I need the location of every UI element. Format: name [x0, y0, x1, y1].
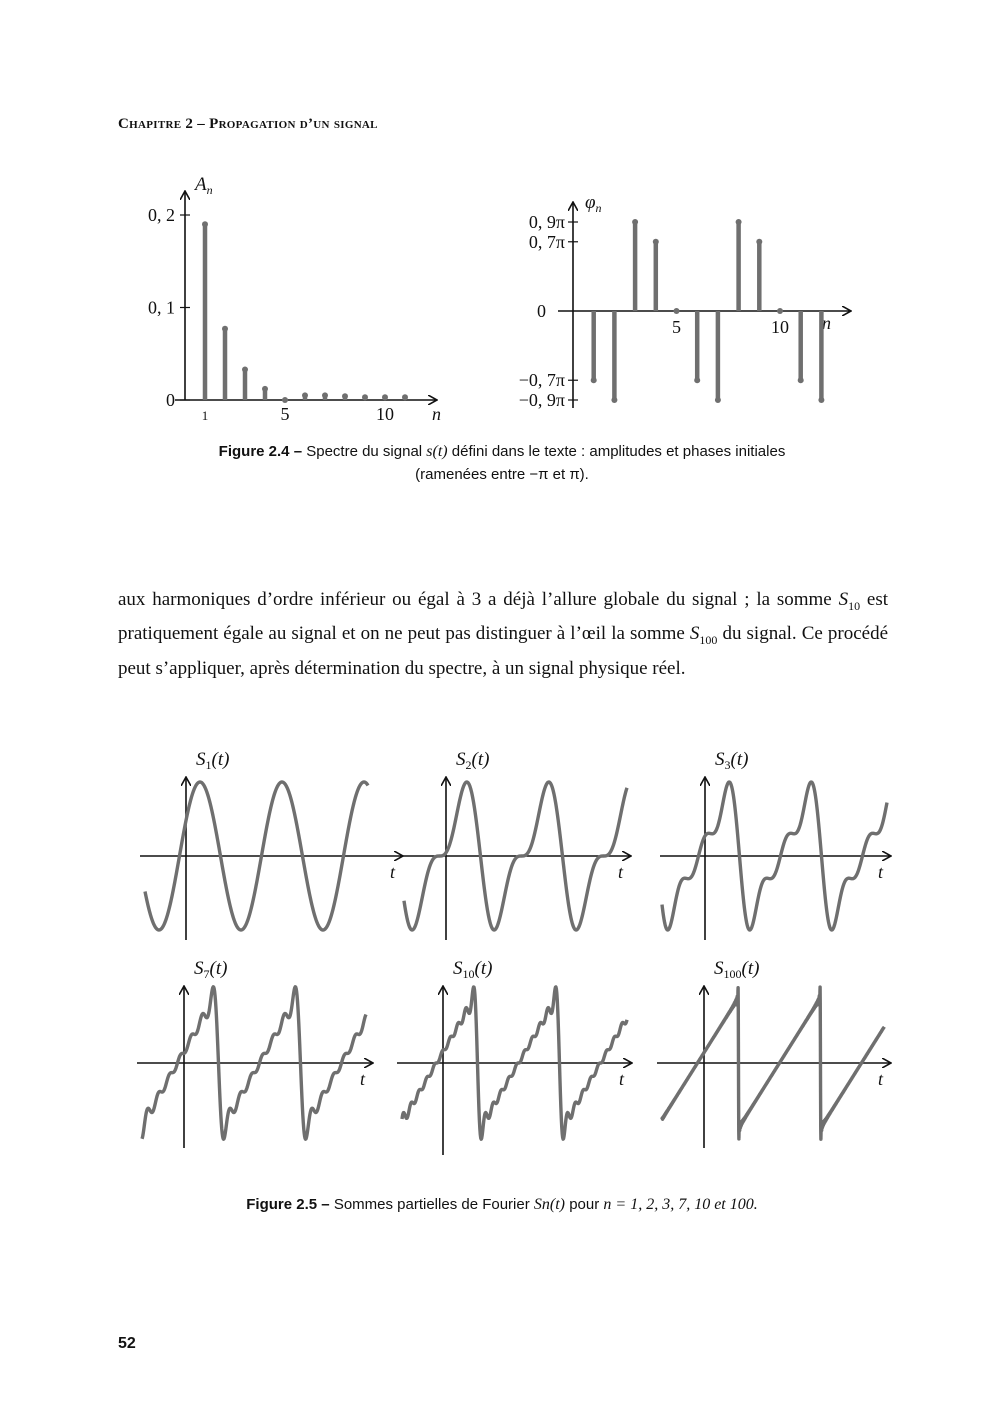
phase-bar-tip [798, 377, 804, 383]
partial-sum-panel [140, 749, 402, 940]
amp-bar-tip [262, 386, 268, 392]
phase-bar-tip [736, 219, 742, 225]
phase-bar-tip [756, 239, 762, 245]
amp-bar-tip [342, 393, 348, 399]
body-line1: aux harmoniques d’ordre inférieur ou égal à 3 a déjà l’allure globale du signal ; la somme [118, 589, 839, 610]
amp-xtick-label: 1 [201, 408, 209, 423]
amp-bar-tip [242, 366, 248, 372]
amp-bar-tip [362, 394, 368, 400]
phase-bar-tip [777, 308, 783, 314]
amp-ytick-label: 0, 1 [148, 297, 175, 318]
sum-x-label: t [619, 1069, 625, 1089]
s100-symbol [689, 623, 718, 648]
sum-x-label: t [878, 1069, 884, 1089]
amp-bar-tip [322, 392, 328, 398]
s10-symbol [838, 589, 861, 613]
phase-ytick-label: 0, 9π [528, 212, 565, 232]
sum-x-label: t [878, 862, 884, 882]
sum-panel-label: $S_3(t)$ [715, 749, 749, 772]
figure-2-5-values: n = 1, 2, 3, 7, 10 et 100. [603, 1196, 758, 1213]
sum-panel-label: $S_1(t)$ [196, 749, 230, 772]
phase-x-label: n [822, 313, 831, 333]
phase-ytick-label: −0, 9π [518, 390, 565, 410]
sum-x-label: t [618, 862, 624, 882]
figure-2-5-text: Sommes partielles de Fourier [333, 1196, 530, 1213]
figure-2-4-line2: (ramenées entre −π et π). [415, 466, 589, 483]
amp-x-label: n [432, 404, 441, 424]
amp-bar-tip [202, 221, 208, 227]
phase-bar-tip [674, 308, 680, 314]
amp-bar-tip [382, 394, 388, 400]
amplitude-spectrum-chart [148, 174, 441, 424]
s10-base: S [838, 589, 849, 610]
body-line2: est pratiquement égale au signal et on ne peut pas distinguer à l’œil la somme [118, 589, 888, 645]
phase-ytick-label: 0, 7π [528, 231, 565, 252]
figure-2-4-sep: – [293, 443, 303, 460]
phase-bar-tip [715, 397, 721, 403]
amp-xtick-label: 5 [280, 404, 290, 424]
phase-bar-tip [694, 377, 700, 383]
figure-2-4-text-1: Spectre du signal [306, 443, 423, 460]
body-line3: Ce procédé peut s’appliquer, après détermination du spectre, à un signal physique réel. [118, 623, 889, 679]
s100-base: S [689, 623, 700, 645]
phase-y-label: $\varphi_n$ [585, 192, 602, 215]
phase-ytick-label: −0, 7π [518, 370, 565, 391]
sum-panel-label: $S_{10}(t)$ [453, 958, 493, 981]
partial-sum-panel [660, 749, 890, 940]
amp-bar-tip [282, 397, 288, 403]
page-number: 52 [118, 1335, 136, 1352]
figure-2-5-label: Figure 2.5 [246, 1196, 318, 1213]
sum-panel-label: $S_2(t)$ [456, 749, 490, 772]
figure-2-5-math: Sn(t) [533, 1196, 566, 1213]
s10-sub: 10 [848, 598, 861, 613]
phase-bar-tip [632, 219, 638, 225]
body-paragraph [118, 586, 888, 682]
amp-bar-tip [222, 326, 228, 332]
partial-sum-panel [137, 958, 372, 1148]
chapter-header: Chapitre 2 – Propagation d’un signal [118, 116, 378, 132]
amp-xtick-label: 10 [376, 404, 394, 424]
figure-2-5-sep: – [321, 1196, 330, 1213]
phase-ytick-label: 0 [537, 301, 546, 321]
phase-bar-tip [818, 397, 824, 403]
phase-xtick-label: 5 [672, 317, 681, 337]
amp-ytick-label: 0, 2 [148, 205, 175, 225]
figure-2-4-label: Figure 2.4 [218, 443, 290, 460]
sum-panel-label: $S_7(t)$ [194, 958, 228, 981]
partial-sum-panel [397, 958, 631, 1155]
body-line2-end: du signal. [717, 623, 797, 645]
figure-2-4-caption [140, 440, 864, 486]
figure-2-4-math: s(t) [426, 443, 448, 460]
amp-ytick-label: 0 [166, 390, 175, 410]
sum-x-label: t [390, 862, 396, 882]
phase-spectrum-chart [519, 192, 850, 410]
phase-bar-tip [591, 377, 597, 383]
figure-2-5-text-2: pour [569, 1196, 600, 1213]
phase-bar-tip [653, 239, 659, 245]
amp-bar-tip [402, 394, 408, 400]
partial-sum-panel [400, 749, 630, 940]
phase-xtick-label: 10 [771, 317, 789, 337]
figure-2-4-text-2: défini dans le texte : amplitudes et phases initiales [451, 443, 786, 460]
partial-sum-panel [657, 958, 890, 1148]
amp-y-label: $A_n$ [195, 174, 213, 197]
fourier-partial-sums-grid [137, 749, 890, 1155]
amp-bar-tip [302, 392, 308, 398]
sum-panel-label: $S_{100}(t)$ [714, 958, 760, 981]
sum-x-label: t [360, 1069, 366, 1089]
s100-sub: 100 [699, 633, 718, 648]
figure-2-5-caption [140, 1193, 864, 1216]
phase-bar-tip [611, 397, 617, 403]
